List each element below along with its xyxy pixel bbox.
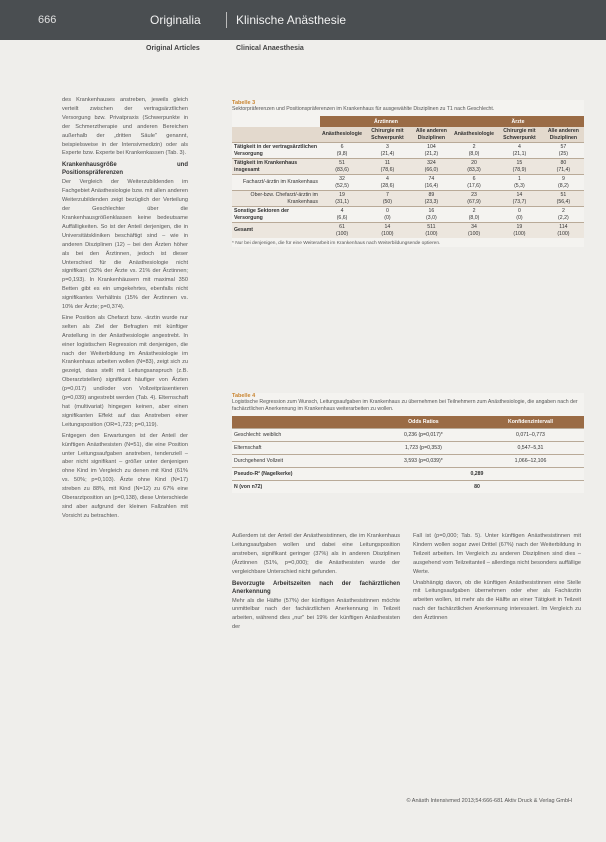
- table4-grid: [232, 416, 584, 493]
- table-cell: 57 (25): [543, 143, 584, 159]
- paragraph: Außerdem ist der Anteil der Anästhesistinnen, die im Krankenhaus Leitungsaufgaben wollen und dabei eine Leitungsposition anstreben, signifikant geringer (37%) als in anderen Disziplinen (Ärztinnen (51%, p=0,000); die Anästhesisten wurde der vergleichbare Unterschied nicht gefunden.: [232, 533, 400, 575]
- table-cell: 32 (52,5): [320, 175, 364, 191]
- table-cell: 0,547–5,31: [477, 442, 584, 455]
- column-header: Anästhesiologie: [320, 127, 364, 143]
- table-cell: 3 (21,4): [364, 143, 411, 159]
- table-cell: 80: [370, 481, 584, 494]
- table-cell: 0 (0): [496, 207, 543, 223]
- table-cell: 14 (100): [364, 223, 411, 239]
- page-number: 666: [38, 14, 57, 26]
- column-header: Alle anderen Disziplinen: [543, 127, 584, 143]
- paragraph: Entgegen den Erwartungen ist der Anteil der künftigen Anästhesisten (N=51), die eine Position unter Leitungsaufgaben anstreben, tendenziell – aber nicht signifikant – größer unter denjenigen ohne Kind im Vergleich zu denen mit Kind (61% vs. 50%; p=0,103). Ärzte ohne Kind (N=17) streben zu 88%, mit Kind (N=12) zu 67% eine Oberarztposition an (p=0,138), diese Unterschiede sind aber aufgrund der kleinen Fallzahlen mit Vorsicht zu betrachten.: [62, 432, 188, 519]
- header-divider: [226, 12, 227, 28]
- table-row: [232, 429, 584, 442]
- table-cell: 20 (83,3): [452, 159, 496, 175]
- table-row: [232, 481, 584, 494]
- table-cell: 4 (21,1): [496, 143, 543, 159]
- table-cell: 2 (8,0): [452, 143, 496, 159]
- table-cell: 14 (73,7): [496, 191, 543, 207]
- table-label: Tabelle 3: [232, 100, 256, 106]
- table-cell: 4 (6,6): [320, 207, 364, 223]
- left-text-column: [62, 96, 188, 523]
- table-cell: 0,071–0,773: [477, 429, 584, 442]
- table-cell: 51 (56,4): [543, 191, 584, 207]
- table-cell: 16 (3,0): [411, 207, 452, 223]
- table-row: [232, 191, 584, 207]
- section-heading: Bevorzugte Arbeitszeiten nach der fachärztlichen Anerkennung: [232, 580, 400, 595]
- table-caption: Logistische Regression zum Wunsch, Leitungsaufgaben im Krankenhaus zu übernehmen bei Teilnehmern zum Anästhesiologie, die angaben nach der fachärztlichen Anerkennung im Krankenhaus weiterarbeiten zu wollen.: [232, 399, 578, 412]
- page-header: [0, 0, 606, 40]
- table-cell: 9 (8,2): [543, 175, 584, 191]
- table-row: [232, 175, 584, 191]
- group-header: Ärztinnen: [320, 116, 452, 127]
- table-cell: 89 (23,3): [411, 191, 452, 207]
- table-cell: 11 (78,6): [364, 159, 411, 175]
- row-label: Gesamt: [232, 223, 320, 239]
- table-row: [232, 455, 584, 468]
- row-label: Tätigkeit im Krankenhaus insgesamt: [232, 159, 320, 175]
- table-row: [232, 442, 584, 455]
- table3-body: [232, 143, 584, 239]
- table-cell: 80 (71,4): [543, 159, 584, 175]
- table-cell: 15 (78,9): [496, 159, 543, 175]
- table-cell: 7 (50): [364, 191, 411, 207]
- table-3: [232, 100, 584, 247]
- row-label: Ober-bzw. Chefarzt/-ärztin im Krankenhaus: [232, 191, 320, 207]
- paragraph: Fall ist (p=0,000; Tab. 5). Unter künftigen Anästhesistinnen mit Kindern wollen sogar zwei Drittel (67%) nach der Weiterbildung in Teilzeit arbeiten. Im Vergleich zu anderen Disziplinen sind dies – ausgehend vom Teilzeitanteil – allerdings nicht besonders auffällige Werte.: [413, 533, 581, 575]
- subsection-left: Original Articles: [146, 45, 200, 52]
- table-caption: Sektorpräferenzen und Positionspräferenzen im Krankenhaus für ausgewählte Disziplinen zu T1 nach Geschlecht.: [232, 106, 495, 112]
- section-heading: Krankenhausgröße und Positionspräferenzen: [62, 162, 188, 177]
- table-4: [232, 393, 584, 493]
- table-cell: 6 (17,6): [452, 175, 496, 191]
- table-cell: 1,723 (p=0,353): [370, 442, 477, 455]
- table-cell: 19 (100): [496, 223, 543, 239]
- column-header: Alle anderen Disziplinen: [411, 127, 452, 143]
- row-label: N (von n72): [232, 481, 370, 494]
- table-cell: 2 (8,0): [452, 207, 496, 223]
- table-cell: 2 (2,2): [543, 207, 584, 223]
- table-cell: 511 (100): [411, 223, 452, 239]
- table-cell: 0,236 (p=0,017)*: [370, 429, 477, 442]
- table3-grid: [232, 116, 584, 238]
- paragraph: Mehr als die Hälfte (57%) der künftigen Anästhesistinnen möchte unmittelbar nach der fachärztlichen Anerkennung in Teilzeit arbeiten, während dies „nur" bei 19% der künftigen Anästhesisten der: [232, 597, 400, 631]
- column-header: [232, 416, 370, 429]
- table-cell: 23 (67,9): [452, 191, 496, 207]
- table-cell: 1 (5,3): [496, 175, 543, 191]
- section-label-right: Klinische Anästhesie: [236, 13, 347, 27]
- section-label-left: Originalia: [150, 13, 201, 27]
- table-cell: 34 (100): [452, 223, 496, 239]
- column-header: Anästhesiologie: [452, 127, 496, 143]
- table-row: [232, 207, 584, 223]
- table-cell: 1,066–12,106: [477, 455, 584, 468]
- empty-corner: [232, 116, 320, 127]
- paragraph: Unabhängig davon, ob die künftigen Anästhesistinnen eine Stelle mit Leitungsaufgaben übernehmen oder eher als Fachärztin arbeiten wollen, ist mehr als die Hälfte an einer Tätigkeit in Teilzeit nach der fachärztlichen Anerkennung interessiert. Im Vergleich zu den Ärztinnen: [413, 579, 581, 622]
- table-row: [232, 143, 584, 159]
- table-footnote: * Nur bei denjenigen, die für eine Weiterarbeit im Krankenhaus nach Weiterbildungsende optieren.: [232, 241, 441, 246]
- column-header: Odds Ratios: [370, 416, 477, 429]
- table-cell: 61 (100): [320, 223, 364, 239]
- row-label: Durchgehend Vollzeit: [232, 455, 370, 468]
- table-row: [232, 159, 584, 175]
- row-label: Geschlecht: weiblich: [232, 429, 370, 442]
- group-header: Ärzte: [452, 116, 584, 127]
- table-label: Tabelle 4: [232, 393, 256, 399]
- table-cell: 3,593 (p=0,039)*: [370, 455, 477, 468]
- column-header: Chirurgie mit Schwerpunkt: [364, 127, 411, 143]
- copyright-footer: © Anästh Intensivmed 2013;54:666-681 Aktiv Druck & Verlag GmbH: [406, 798, 572, 804]
- row-label: Facharzt/-ärztin im Krankenhaus: [232, 175, 320, 191]
- table-cell: 114 (100): [543, 223, 584, 239]
- table-cell: 0,289: [370, 468, 584, 481]
- table-cell: 6 (9,8): [320, 143, 364, 159]
- right-text-column: [413, 532, 581, 625]
- table-row: [232, 223, 584, 239]
- paragraph: des Krankenhauses anstreben, jeweils gleich verteilt zwischen der vertragsärztlichen Versorgung bzw. Privatpraxis (Schwerpunkte in der Schmerztherapie und anderen Bereichen außerhalb der „dritten Säule" genannt, beispielsweise in der Intensivmedizin) oder als Experte bzw. Experte bei Krankenkassen (Tab. 3).: [62, 97, 188, 157]
- subsection-right: Clinical Anaesthesia: [236, 45, 304, 52]
- column-header: Konfidenzintervall: [477, 416, 584, 429]
- table-cell: 4 (28,6): [364, 175, 411, 191]
- row-label: Sonstige Sektoren der Versorgung: [232, 207, 320, 223]
- table-row: [232, 468, 584, 481]
- table-cell: 19 (31,1): [320, 191, 364, 207]
- paragraph: Eine Position als Chefarzt bzw. -ärztin wurde nur selten als Ziel der Befragten mit künftiger Anstellung in der Anästhesiologie angestrebt. In einer logistischen Regression mit denjenigen, die nach der Weiterbildung im Anästhesiologie im Krankenhaus arbeiten wollen (N=83), zeigt sich zu gezeigt, dass stellt mit Leitungsanspruch (z.B. Oberarztstellen) signifikant häufiger von Ärzten (p=0,017) und/oder von Vollzeitpräsentieren (p=0,039) angestrebt werden (Tab. 4). Elternschaft hat (multivariat) hingegen keinen, aber einen signifikanten Effekt auf das Anstreben einer Leitungsposition (OR=1,723; p=0,119).: [62, 314, 188, 428]
- table4-body: [232, 429, 584, 494]
- middle-text-column: [232, 532, 400, 634]
- column-header: Chirurgie mit Schwerpunkt: [496, 127, 543, 143]
- table-cell: 0 (0): [364, 207, 411, 223]
- paragraph: Der Vergleich der Weiterzubildenden im Fachgebiet Anästhesiologie bzw. mit allen anderen Weiterzubildenden zeigt bezüglich der Verteilung der Geschlechter über die Krankenhausgrößenklassen keine bedeutsame Auffälligkeiten. So ist der Anteil derjenigen, die in Universitätskliniken beschäftigt sind – wie in anderen Disziplinen (12) – bei den Ärzten höher als bei den Ärztinnen, jedoch ist dieser Unterschied für die Anästhesiologie nicht signifikant (32% der Ärzte vs. 21% der Ärztinnen; p=0,193). In Krankenhäusern mit maximal 350 Betten gibt es ein umgekehrtes, ebenfalls nicht signifikantes Verhältnis (15% der Ärztinnen vs. 10% der Ärzte; p=0,374).: [62, 179, 188, 311]
- table-cell: 104 (21,2): [411, 143, 452, 159]
- table-cell: 51 (83,6): [320, 159, 364, 175]
- table-cell: 74 (16,4): [411, 175, 452, 191]
- empty-corner: [232, 127, 320, 143]
- row-label: Pseudo-R² (Nagelkerke): [232, 468, 370, 481]
- row-label: Elternschaft: [232, 442, 370, 455]
- row-label: Tätigkeit in der vertragsärztlichen Versorgung: [232, 143, 320, 159]
- table-cell: 324 (66,0): [411, 159, 452, 175]
